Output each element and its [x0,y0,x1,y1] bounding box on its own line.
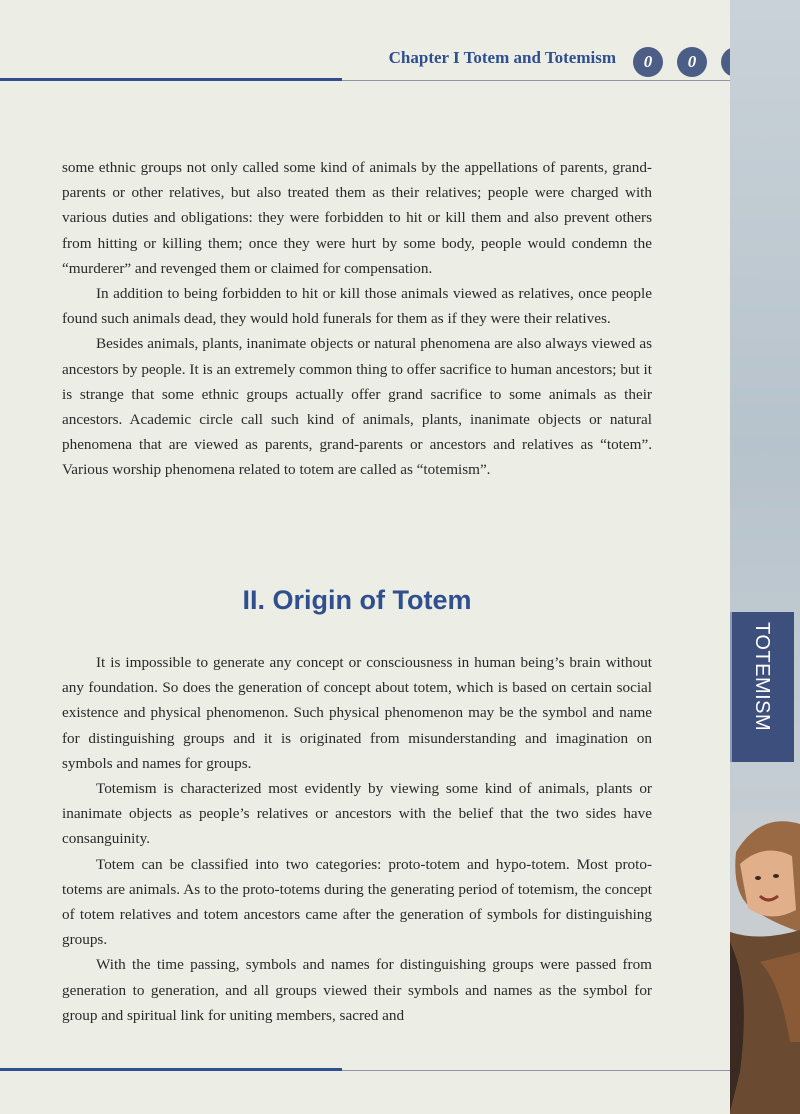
header-rule-thin [342,80,730,81]
running-header-chapter-title: Chapter I Totem and Totemism [388,48,616,67]
text-block-after-heading [62,650,652,1028]
page-number-digit: 0 [633,47,663,77]
paragraph: Totem can be classified into two categories: proto-totem and hypo-totem. Most proto-totems are animals. As to the proto-totems during the generating period of totemism, the concept of totem relatives and totem ancestors came after the generation of symbols for distinguishing groups. [62,855,652,949]
paragraph: It is impossible to generate any concept or consciousness in human being’s brain without any foundation. So does the generation of concept about totem, which is based on certain social existence and physical phenomenon. Such physical phenomenon may be the symbol and name for distinguishing groups and it is originated from misunderstanding and imagination on symbols and names for groups. [62,654,652,772]
side-tab-label: TOTEMISM [751,622,773,732]
paragraph: In addition to being forbidden to hit or kill those animals viewed as relatives, once people found such animals dead, they would hold funerals for them as if they were their relatives. [62,285,652,328]
paragraph: some ethnic groups not only called some kind of animals by the appellations of parents, grand-parents or other relatives, but also treated them as their relatives; people were charged with various duties and obligations: they were forbidden to hit or kill them and also prevent others from hitting or killing them; once they were hurt by some body, people would condemn the “murderer” and revenged them or claimed for compensation. [62,159,652,277]
footer-rule [0,1068,342,1071]
text-block-before-heading [62,155,652,483]
page-number-digit: 0 [677,47,707,77]
paragraph: Totemism is characterized most evidently by viewing some kind of animals, plants or inanimate objects as people’s relatives or ancestors with the belief that the two sides have consanguinity. [62,780,652,848]
paragraph: With the time passing, symbols and names for distinguishing groups were passed from generation to generation, and all groups viewed their symbols and names as the symbol for group and spiritual link for uniting members, sacred and [62,956,652,1024]
header-rule [0,78,342,81]
paragraph: Besides animals, plants, inanimate objects or natural phenomena are also always viewed as ancestors by people. It is an extremely common thing to offer sacrifice to human ancestors; but it is strange that some ethnic groups actually offer grand sacrifice to some animals as their ancestors. Academic circle call such kind of animals, plants, inanimate objects or natural phenomena that are viewed as parents, grand-parents or ancestors and relatives as “totem”. Various worship phenomena related to totem are called as “totemism”. [62,335,652,479]
child-photo-illustration [730,812,800,1114]
section-heading: II. Origin of Totem [242,585,472,615]
chapter-side-tab [730,612,794,762]
footer-rule-thin [342,1070,730,1071]
